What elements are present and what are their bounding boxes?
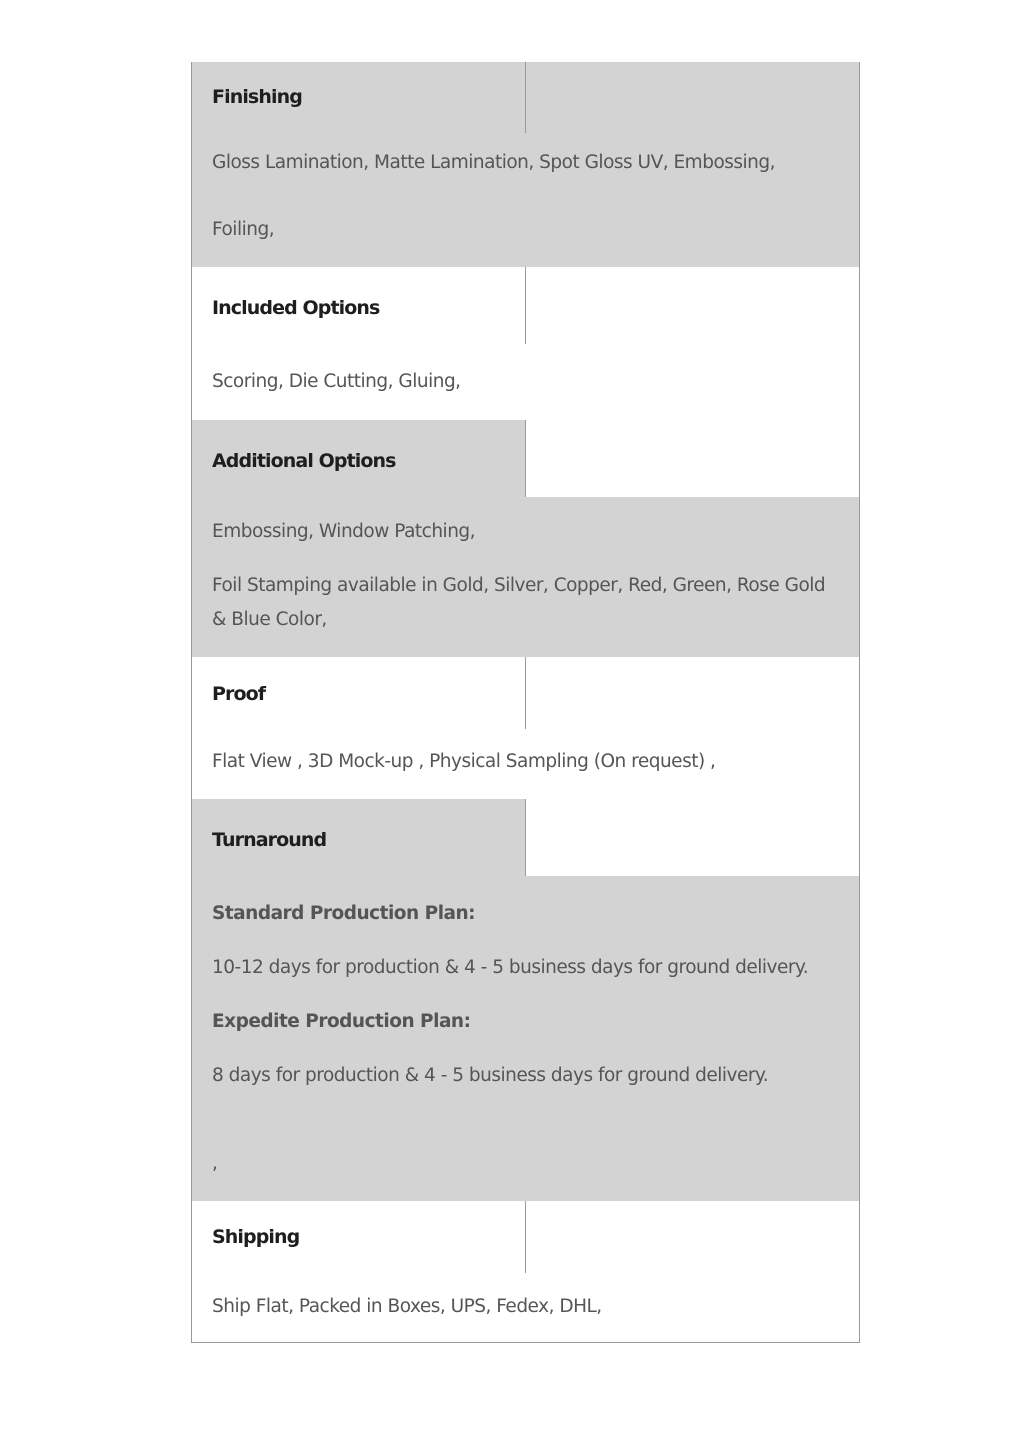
- proof-label: Proof: [212, 683, 266, 705]
- shipping-value: Ship Flat, Packed in Boxes, UPS, Fedex, DHL,: [212, 1296, 602, 1317]
- turnaround-label: Turnaround: [212, 829, 327, 851]
- shipping-value-row: [192, 1273, 859, 1343]
- finishing-label-cell: [192, 62, 526, 133]
- expedite-plan-heading: Expedite Production Plan:: [212, 1011, 471, 1032]
- proof-value-row: [192, 729, 859, 799]
- proof-label-cell: [192, 657, 526, 729]
- finishing-label: Finishing: [212, 86, 302, 108]
- shipping-label: Shipping: [212, 1226, 300, 1248]
- proof-label-row: [192, 657, 859, 729]
- product-spec-table: [191, 62, 860, 1343]
- included-options-label-row: [192, 267, 859, 344]
- additional-options-value-row: [192, 497, 859, 657]
- finishing-value-line-1: Gloss Lamination, Matte Lamination, Spot Gloss UV, Embossing,: [212, 152, 776, 173]
- additional-options-value-line-1: Embossing, Window Patching,: [212, 521, 476, 542]
- shipping-label-cell: [192, 1201, 526, 1273]
- included-options-label: Included Options: [212, 297, 380, 319]
- finishing-label-row: [192, 62, 859, 133]
- standard-plan-heading: Standard Production Plan:: [212, 903, 476, 924]
- turnaround-label-row: [192, 799, 859, 876]
- finishing-value-row: [192, 133, 859, 267]
- additional-options-label-row: [192, 420, 859, 497]
- proof-value: Flat View , 3D Mock-up , Physical Sampling (On request) ,: [212, 751, 716, 772]
- expedite-plan-text: 8 days for production & 4 - 5 business days for ground delivery.: [212, 1065, 769, 1086]
- additional-options-label-cell: [192, 420, 526, 497]
- additional-options-value-line-2: Foil Stamping available in Gold, Silver, Copper, Red, Green, Rose Gold & Blue Color,: [212, 575, 826, 630]
- included-options-value: Scoring, Die Cutting, Gluing,: [212, 371, 461, 392]
- additional-options-label: Additional Options: [212, 450, 396, 472]
- standard-plan-text: 10-12 days for production & 4 - 5 business days for ground delivery.: [212, 957, 809, 978]
- shipping-label-row: [192, 1201, 859, 1273]
- finishing-value-line-2: Foiling,: [212, 219, 275, 240]
- included-options-label-cell: [192, 267, 526, 344]
- turnaround-trailing-comma: ,: [212, 1153, 218, 1174]
- included-options-value-row: [192, 344, 859, 420]
- turnaround-value-row: [192, 876, 859, 1201]
- turnaround-label-cell: [192, 799, 526, 876]
